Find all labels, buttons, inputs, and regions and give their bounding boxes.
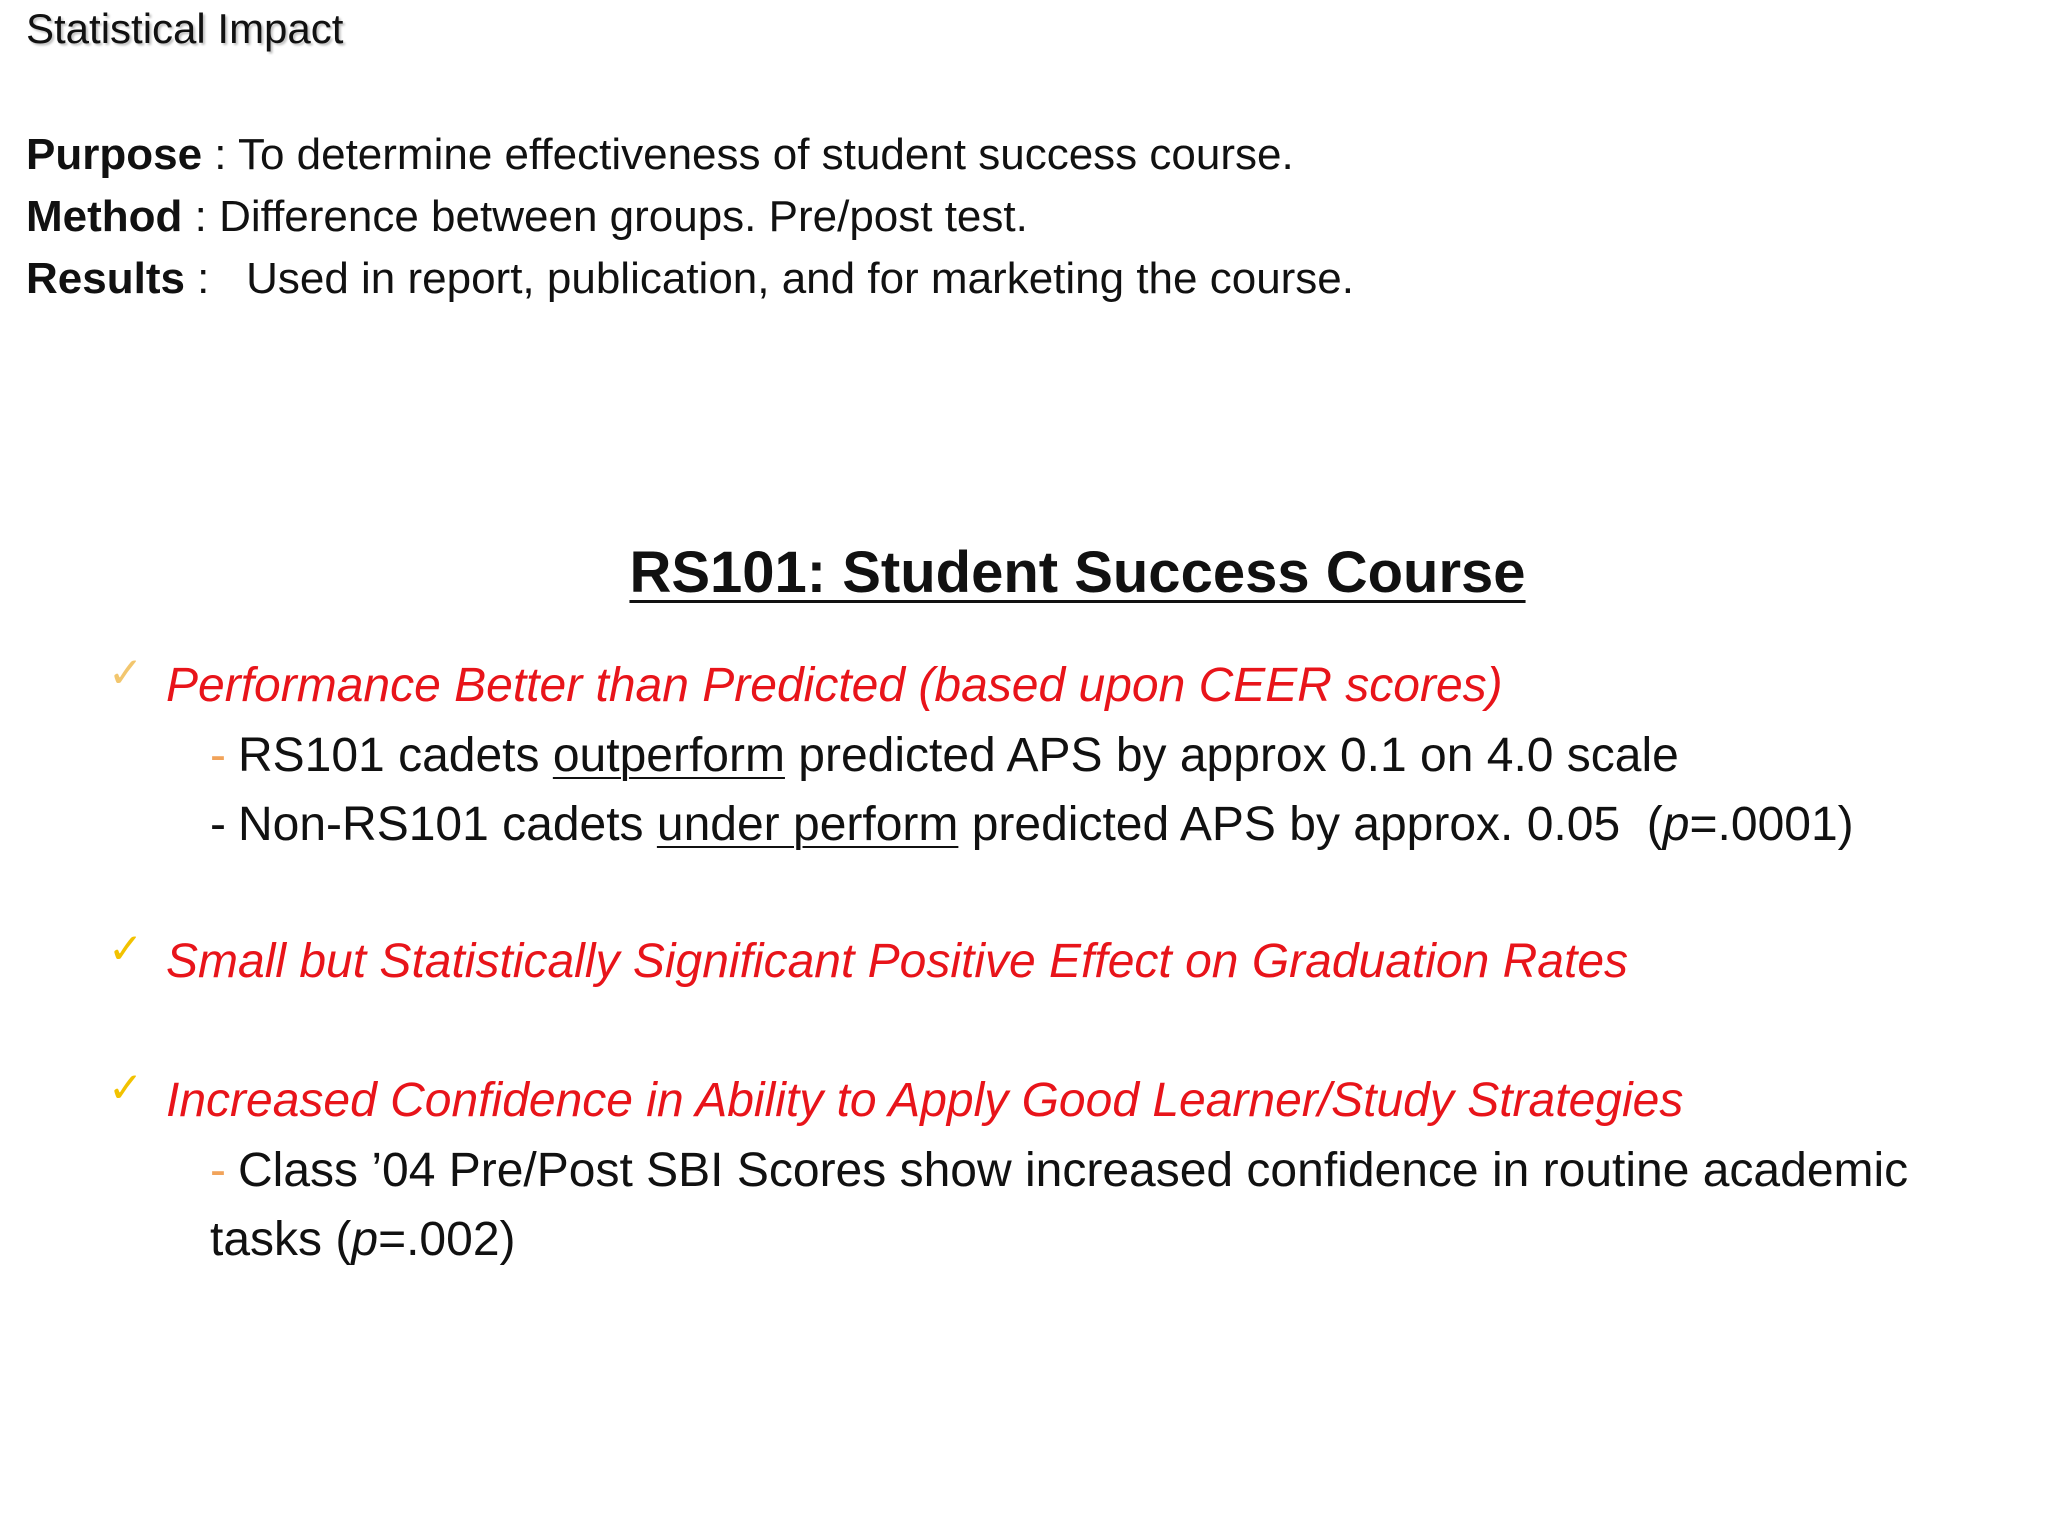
sub-item-non-rs101 [108,790,1854,859]
purpose-text: To determine effectiveness of student success course. [237,130,1294,179]
p-value: =.0001) [1689,798,1854,851]
sub-item-rs101 [108,721,1854,790]
sub-post: predicted APS by approx. 0.05 ( [958,798,1663,851]
bullet-head [108,649,1854,721]
sub-item-sbi-cont [108,1205,1908,1274]
purpose-label: Purpose [26,130,203,179]
bullet-text: Small but Statistically Significant Positive Effect on Graduation Rates [166,935,1629,988]
purpose-line [26,124,1354,186]
method-label: Method [26,192,183,241]
method-text: Difference between groups. Pre/post test. [219,192,1028,241]
sub-line1: Class ’04 Pre/Post SBI Scores show increased confidence in routine academic [237,1144,1909,1197]
info-block [26,124,1354,310]
sub-post: predicted APS by approx 0.1 on 4.0 scale [784,729,1679,782]
purpose-sep: : [202,130,238,179]
check-icon: ✓ [108,925,144,972]
bullet-graduation [108,925,1629,997]
bullet-head [108,925,1629,997]
sub-pre: Non-RS101 cadets [237,798,657,851]
bullet-text: Increased Confidence in Ability to Apply Good Learner/Study Strategies [166,1074,1684,1127]
p-variable: p [1662,798,1690,851]
dash: - [210,798,226,851]
sub-item-sbi [108,1136,1908,1205]
dash: - [210,1144,226,1197]
slide-title: Statistical Impact [26,5,344,52]
check-icon: ✓ [108,1064,144,1111]
results-line [26,248,1354,310]
check-icon: ✓ [108,649,144,696]
method-line [26,186,1354,248]
sub-underlined: under perform [656,798,959,851]
bullet-head [108,1064,1908,1136]
bullet-confidence [108,1064,1909,1274]
dash: - [210,729,226,782]
results-sep: : [184,254,247,303]
bullet-text: Performance Better than Predicted (based upon CEER scores) [166,659,1503,712]
sub-line2: tasks ( [210,1213,352,1266]
sub-pre: RS101 cadets [237,729,553,782]
section-heading [0,535,2048,611]
p-variable: p [351,1213,379,1266]
results-label: Results [26,254,185,303]
section-heading-text: RS101: Student Success Course [629,540,1526,605]
sub-underlined: outperform [552,729,785,782]
results-text: Used in report, publication, and for marketing the course. [246,254,1355,303]
bullet-performance [108,649,1854,859]
p-value: =.002) [378,1213,516,1266]
method-sep: : [182,192,220,241]
